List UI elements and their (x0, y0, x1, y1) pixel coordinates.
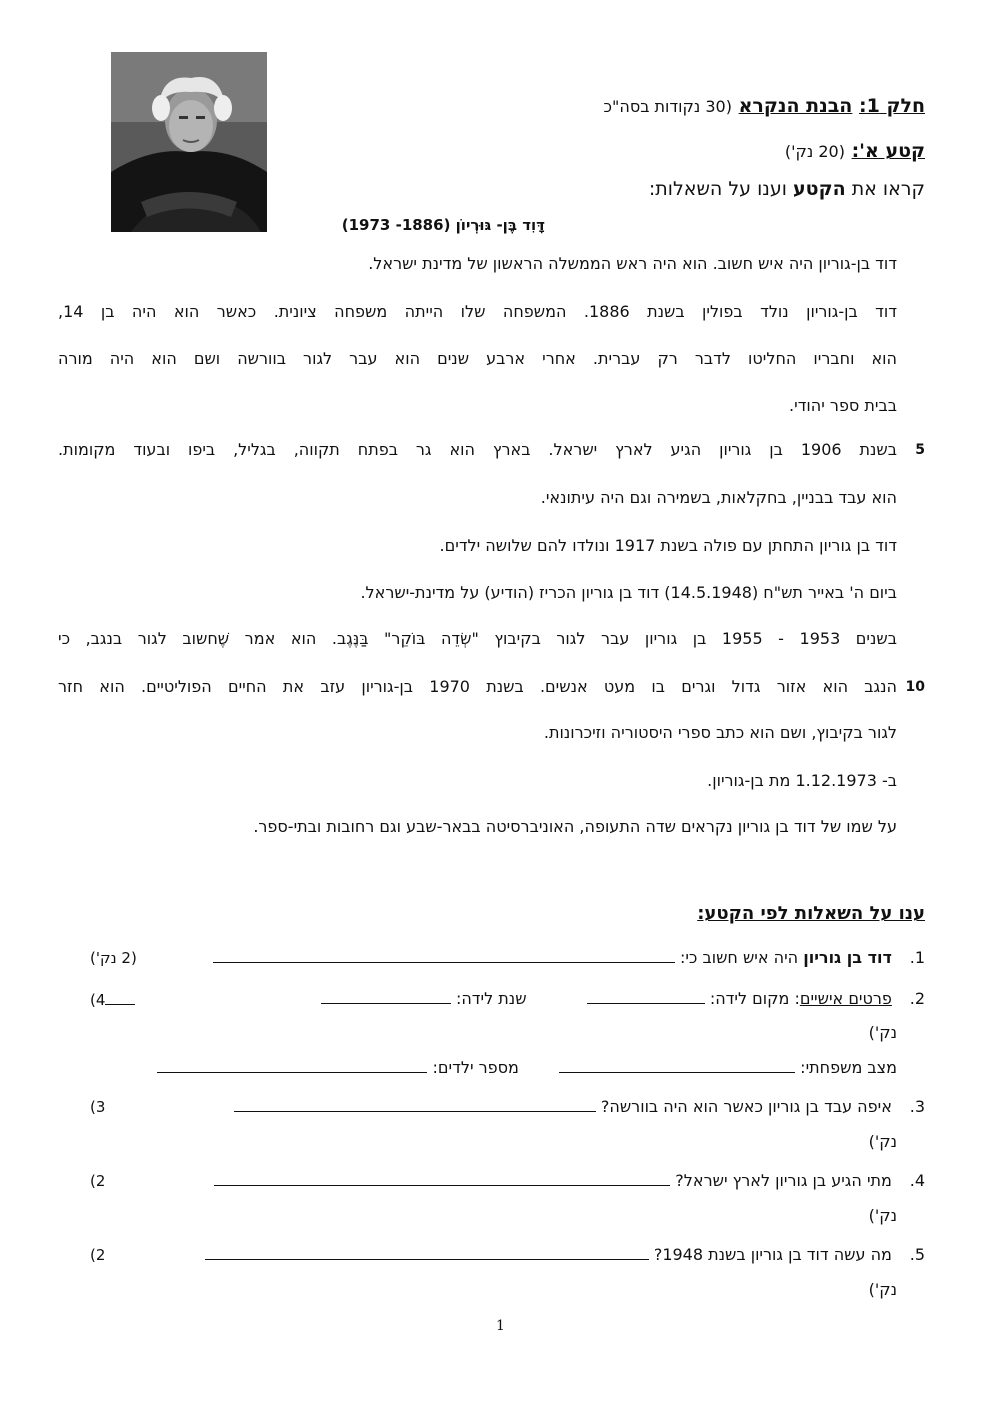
answer-line[interactable] (234, 1097, 596, 1112)
part-label: חלק 1: (859, 95, 925, 117)
article-line: הנגב הוא אזור גדול וגרים בו מעט אנשים. בשנת 1970 בן-גוריון עזב את החיים הפוליטיים. הוא חזר (58, 677, 898, 696)
question-5-points-cont: נק') (868, 1280, 897, 1299)
birthplace-line[interactable] (587, 989, 705, 1004)
question-2-points-cont: נק') (868, 1023, 897, 1042)
article-line: דוד בן-גוריון נולד בפולין בשנת 1886. המשפחה שלו הייתה משפחה ציונית. כאשר הוא היה בן 14, (58, 302, 898, 321)
part-heading (604, 95, 925, 117)
question-1: 1. דוד בן גוריון היה איש חשוב כי: (213, 948, 925, 967)
article-line: דוד בן-גוריון היה איש חשוב. הוא היה ראש הממשלה הראשון של מדינת ישראל. (368, 254, 897, 273)
question-4-points: 2) (90, 1172, 106, 1190)
article-line: לגור בקיבוץ, ושם הוא כתב ספרי היסטוריה וזיכרונות. (543, 723, 897, 742)
line-number: 5 (915, 442, 925, 458)
article-line: דוד בן גוריון התחתן עם פולה בשנת 1917 ונולדו להם שלושה ילדים. (439, 536, 897, 555)
question-5: 5. מה עשה דוד בן גוריון בשנת 1948? (205, 1245, 925, 1264)
section-points: (20 נק') (784, 142, 845, 161)
question-2-family: מצב משפחתי: מספר ילדים: (157, 1058, 897, 1077)
answer-line[interactable] (213, 948, 675, 963)
question-5-points: 2) (90, 1246, 106, 1264)
question-3-points-cont: נק') (868, 1132, 897, 1151)
marital-status-line[interactable] (559, 1058, 795, 1073)
article-line: ביום ה' באייר תש"ח (14.5.1948) דוד בן גוריון הכריז (הודיע) על מדינת-ישראל. (360, 583, 897, 602)
question-3-points: 3) (90, 1098, 106, 1116)
answer-line[interactable] (205, 1245, 649, 1260)
article-line: בשנים 1953 - 1955 בן גוריון עבר לגור בקיבוץ "שְׂדֵה בּוֹקֵר" בַּנֶּגֶב. הוא אמר שֶׁחשוב לגור בנגב, כי (58, 629, 897, 648)
article-title: דָּוִד בֶּן- גּוּרְיוֹן (1886- 1973) (341, 216, 545, 234)
article-line: על שמו של דוד בן גוריון נקראים שדה התעופה, האוניברסיטה בבאר-שבע וגם רחובות ובתי-ספר. (253, 817, 897, 836)
article-line: הוא וחבריו החליטו לדבר רק עברית. אחרי ארבע שנים הוא עבר לגור בוורשה ושם הוא היה מורה (58, 349, 897, 368)
section-label: קטע א': (851, 140, 925, 162)
article-line: ב- 1.12.1973 מת בן-גוריון. (707, 771, 897, 790)
children-count-line[interactable] (157, 1058, 427, 1073)
question-1-points: (2 נק') (90, 949, 137, 967)
page-number: 1 (496, 1318, 505, 1334)
question-2-points: 4) (90, 990, 135, 1009)
answer-line[interactable] (214, 1171, 670, 1186)
line-number: 10 (905, 679, 925, 695)
instruction: קראו את הקטע וענו על השאלות: (648, 178, 925, 200)
article-line: בבית ספר יהודי. (789, 396, 897, 415)
question-2: 2. פרטים אישיים: מקום לידה: שנת לידה: (321, 989, 925, 1008)
question-3: 3. איפה עבד בן גוריון כאשר הוא היה בוורשה? (234, 1097, 925, 1116)
article-line: הוא עבד בבניין, בחקלאות, בשמירה וגם היה עיתונאי. (540, 488, 897, 507)
portrait-photo (111, 52, 267, 232)
question-4-points-cont: נק') (868, 1206, 897, 1225)
part-title: הבנת הנקרא (738, 95, 853, 117)
section-heading (785, 140, 925, 162)
part-points: (30 נקודות בסה"כ (603, 97, 732, 116)
question-4: 4. מתי הגיע בן גוריון לארץ ישראל? (214, 1171, 925, 1190)
article-line: בשנת 1906 בן גוריון הגיע לארץ ישראל. בארץ הוא גר בפתח תקווה, בגליל, ביפו ובעוד מקומות. (58, 440, 897, 459)
birthyear-line[interactable] (321, 989, 451, 1004)
questions-heading: ענו על השאלות לפי הקטע: (697, 903, 925, 924)
